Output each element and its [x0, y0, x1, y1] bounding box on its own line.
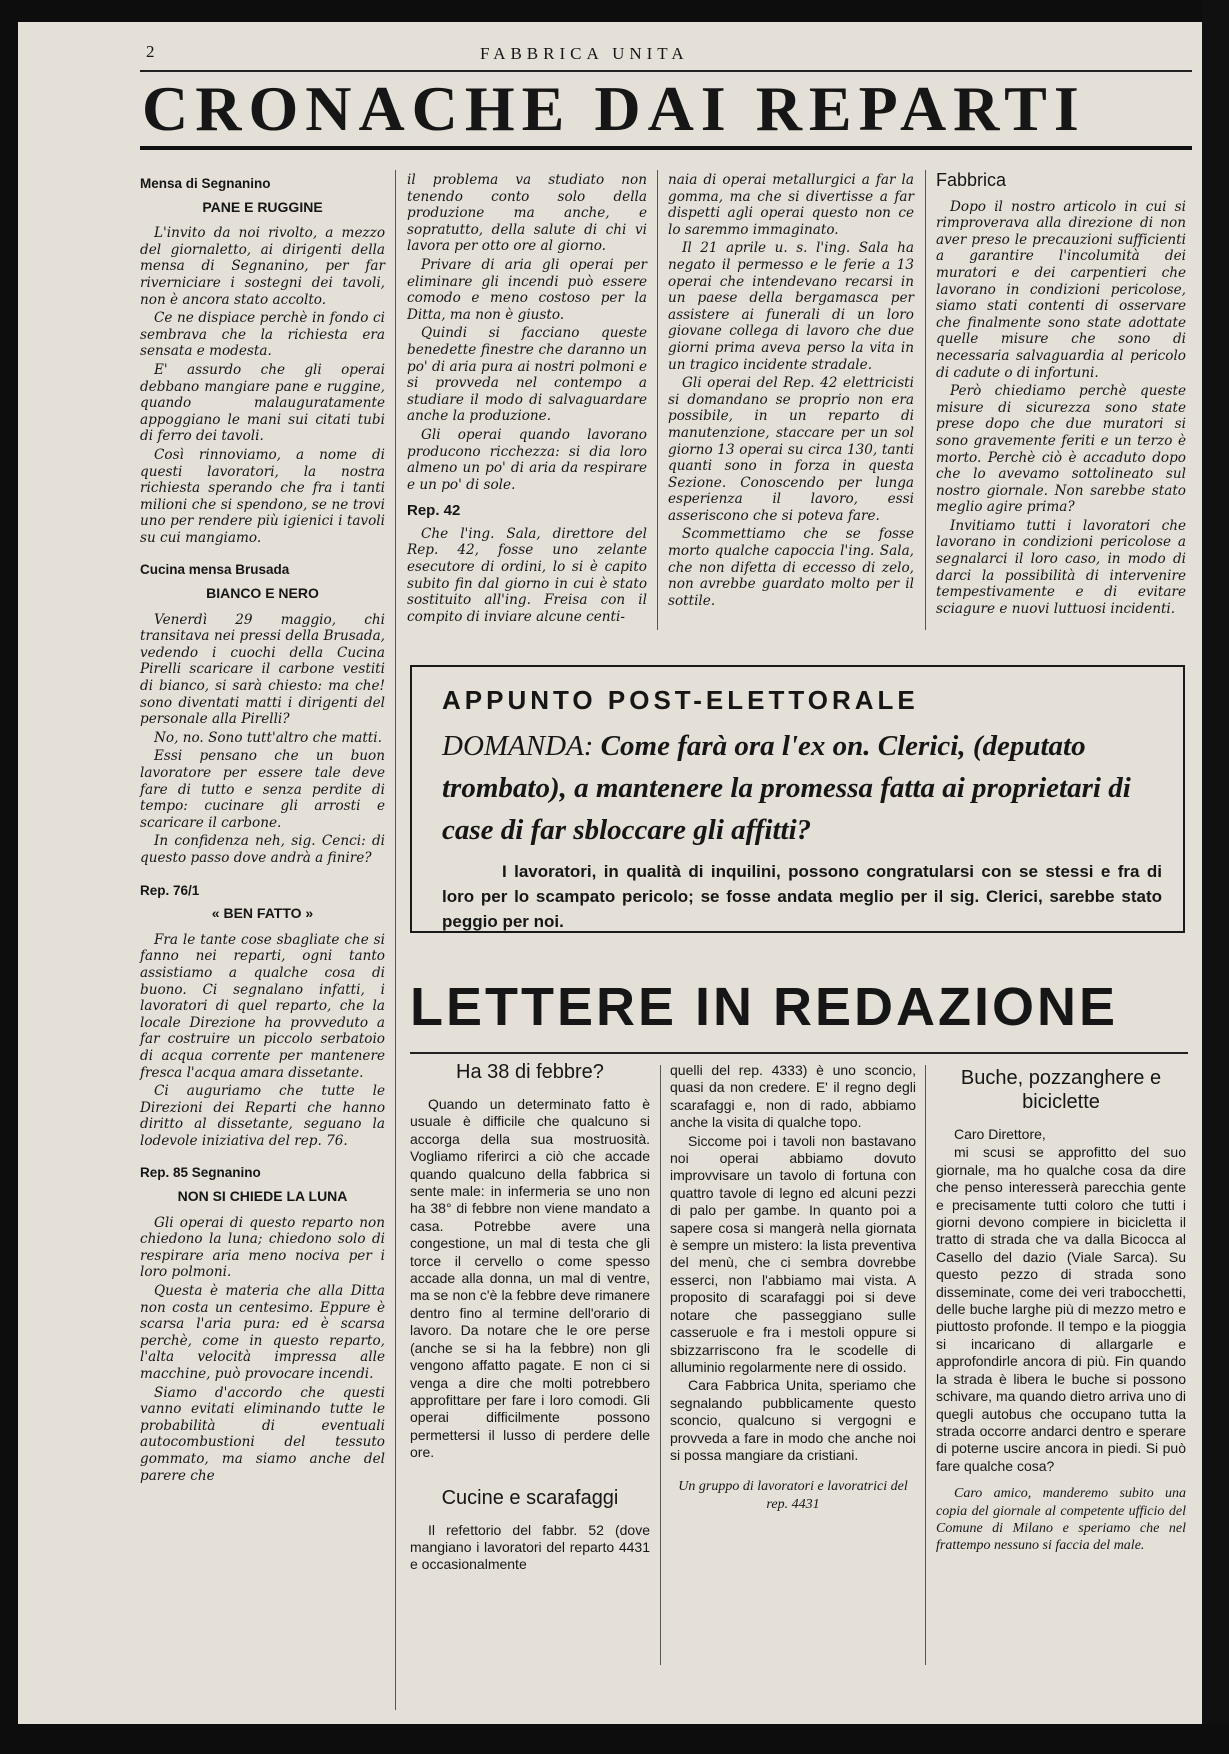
- letter-title: Cucine e scarafaggi: [441, 1486, 619, 1509]
- column-divider: [660, 1065, 661, 1665]
- letter-paragraph: quelli del rep. 4333) è uno sconcio, quasi da non credere. E' il regno degli scarafaggi e, non di rado, abbiamo anche la visita di qualche topo.: [670, 1062, 916, 1131]
- letters-column-1: [410, 1060, 650, 1575]
- letters-column-2: [670, 1062, 916, 1514]
- notice-question: [442, 725, 1162, 851]
- article-paragraph: Che l'ing. Sala, direttore del Rep. 42, fosse uno zelante esecutore di ordini, lo si è capito subito fin dal giorno in cui è stato sostituito all'ing. Freisa con il compito di inviare alcune centi-: [407, 525, 647, 625]
- letter-salutation: Caro Direttore,: [954, 1126, 1046, 1142]
- article-paragraph: Ce ne dispiace perchè in fondo ci sembrava che la richiesta era sensata e modesta.: [140, 310, 385, 360]
- article-title: NON SI CHIEDE LA LUNA: [177, 1188, 348, 1205]
- question-text: Come farà ora l'ex on. Clerici, (deputato trombato), a mantenere la promessa fatta ai proprietari di case di far sbloccare gli affitti?: [442, 730, 1131, 846]
- column-4: [936, 172, 1186, 619]
- article-paragraph: Ci auguriamo che tutte le Direzioni dei Reparti che hanno diritto al dissetante, seguano la lodevole iniziativa del rep. 76.: [140, 1083, 385, 1149]
- article-section-label: Rep. 76/1: [140, 882, 200, 898]
- article-paragraph: Però chiediamo perchè queste misure di sicurezza sono state prese dopo che due muratori si sono gravemente feriti e un terzo è morto. Perchè ciò è accaduto dopo che lo avevamo sottolineato sul nostro giornale. Non sarebbe stato meglio agire prima?: [936, 383, 1186, 516]
- article-paragraph: Invitiamo tutti i lavoratori che lavorano in condizioni pericolose a segnalarci il loro caso, in modo di darci la possibilità di intervenire tempestivamente e di evitare sciagure e nuovi luttuosi incidenti.: [936, 517, 1186, 617]
- letter-paragraph: mi scusi se approfitto del suo giornale, ma ho qualche cosa da dire che penso interesserà parecchia gente e precisamente tutti coloro che tutti i giorni devono compiere in bicicletta il tratto di strada che va dalla Bicocca al Casello del dazio (Viale Sarca). Su questo pezzo di strada sono disseminate, come dei veri trabocchetti, delle buche larghe più di mezzo metro e piuttosto profonde. Il tempo e la pioggia si incaricano di allargarle e approfondirle ancora di più. Fin quando la strada è libera le buche si possono schivare, ma quando dietro arriva uno di quegli autobus che occupano tutta la strada occorre andarci dentro e sperare di poterne uscire ancora in piedi. Si può fare qualche cosa?: [936, 1144, 1186, 1474]
- article-title: « BEN FATTO »: [211, 905, 314, 922]
- article-title: BIANCO E NERO: [206, 585, 319, 602]
- letter-signature: Un gruppo di lavoratori e lavoratrici del rep. 4431: [678, 1479, 908, 1512]
- column-divider: [925, 1065, 926, 1665]
- notice-answer: [442, 859, 1162, 934]
- article-paragraph: L'invito da noi rivolto, a mezzo del giornaletto, ai dirigenti della mensa di Segnanino, per far riverniciare i sostegni dei tavoli, non è ancora stato accolto.: [140, 225, 385, 308]
- column-divider: [395, 170, 396, 1710]
- article-paragraph: In confidenza neh, sig. Cenci: di questo passo dove andrà a finire?: [140, 833, 385, 866]
- notice-title: APPUNTO POST-ELETTORALE: [442, 685, 919, 715]
- scan-border-right: [1202, 0, 1229, 1754]
- notice-box: [410, 665, 1185, 933]
- article-paragraph: Scommettiamo che se fosse morto qualche capoccia l'ing. Sala, che non difetta di eccesso di zelo, non avrebbe guardato molto per il sottile.: [668, 526, 914, 609]
- letters-title: LETTERE IN REDAZIONE: [410, 977, 1119, 1037]
- article-paragraph: Gli operai di questo reparto non chiedono la luna; chiedono solo di respirare aria meno nociva per i loro polmoni.: [140, 1214, 385, 1281]
- scan-border-top: [0, 0, 1229, 22]
- article-paragraph: Venerdì 29 maggio, chi transitava nei pressi della Brusada, vedendo i cuochi della Cucina Pirelli scaricare il carbone vestiti di bianco, si sarà chiesto: ma che! sono diventati matti i dirigenti del personale alla Pirelli?: [140, 611, 385, 728]
- article-paragraph: Gli operai del Rep. 42 elettricisti si domandano se proprio non era possibile, in un reparto di manutenzione, staccare per un sol giorno 13 operai su circa 130, tanti quanti sono in forza in questa Sezione. Conoscendo per lunga esperienza il lavoro, essi asseriscono che si poteva fare.: [668, 375, 914, 524]
- letter-paragraph: Cara Fabbrica Unita, speriamo che segnalando pubblicamente questo sconcio, qualcuno si vergogni e provveda a fare in modo che anche noi si possa mangiare da cristiani.: [670, 1377, 916, 1463]
- letter-paragraph: Siccome poi i tavoli non bastavano noi operai abbiamo dovuto improvvisare un tavolo di fortuna con quattro tavole di legno ed alcuni pezzi di palo per gambe. In quanto poi a sapere cosa si mangerà nella giornata è sempre un mistero: la lista preventiva del menù, che ci sembra dovrebbe esserci, non l'abbiamo mai vista. A proposito di scarafaggi poi si deve notare che passeggiano sulle casseruole e fra i mestoli oppure si sbizzarriscono fra le scodelle di alluminio regolarmente nere di ossido.: [670, 1132, 916, 1375]
- newspaper-page: [140, 30, 1195, 1720]
- article-paragraph: naia di operai metallurgici a far la gomma, ma che si divertisse a far dispetti agli operai questo non ce lo saremmo immaginato.: [668, 172, 914, 238]
- article-section-label: Rep. 42: [407, 502, 461, 520]
- letter-title: Buche, pozzanghere e biciclette: [960, 1067, 1162, 1113]
- letters-column-3: [936, 1066, 1186, 1556]
- letter-title: Ha 38 di febbre?: [456, 1061, 604, 1083]
- answer-text: I lavoratori, in qualità di inquilini, possono congratularsi con se stessi e fra di loro per lo scampato pericolo; se fosse andata meglio per il sig. Clerici, sarebbe stato peggio per noi.: [442, 862, 1162, 931]
- article-paragraph: Così rinnoviamo, a nome di questi lavoratori, la nostra richiesta sperando che fra i tanti milioni che si spendono, se ne trovi uno per rendere più igienici i tavoli su cui mangiamo.: [140, 446, 385, 546]
- article-section-label: Rep. 85 Segnanino: [140, 1165, 261, 1181]
- banner-rule: [140, 146, 1192, 150]
- column-1: [140, 172, 385, 1486]
- scan-border-left: [0, 0, 18, 1754]
- letters-rule: [410, 1052, 1188, 1054]
- article-paragraph: Il 21 aprile u. s. l'ing. Sala ha negato il permesso e le ferie a 13 operai che intendevano recarsi in un paese della bergamasca per assistere ai funerali di un loro giovane collega di lavoro che due giorni prima aveva perso la vita in un tragico incidente stradale.: [668, 240, 914, 373]
- article-paragraph: Fra le tante cose sbagliate che si fanno nei reparti, ogni tanto assistiamo a qualche cosa di buono. Ci segnalano infatti, i lavoratori di quel reparto, che la locale Direzione ha provveduto a far costruire un piccolo serbatoio di acqua corrente per mantenere fresca l'acqua amara dissetante.: [140, 931, 385, 1081]
- column-divider: [657, 170, 658, 630]
- letter-paragraph: Quando un determinato fatto è usuale è difficile che qualcuno si accorga della sua mostruosità. Vogliamo riferirci a ciò che accade quando qualcuno della fabbrica si sente male: in infermeria se uno non ha 38° di febbre non viene mandato a casa. Potrebbe avere una congestione, un mal di testa che gli torce il cervello o come spesso accade alla donna, un mal di ventre, ma se non c'è la febbre deve rimanere dentro fino al termine dell'orario di lavoro. Da notare che le ore perse (anche se si ha la febbre) non gli vengono affatto pagate. E non ci si venga a dire che molti potrebbero approfittare per fare i loro comodi. Gli operai difficilmente possono permettersi il lusso di perdere delle ore.: [410, 1096, 650, 1461]
- article-paragraph: Gli operai quando lavorano producono ricchezza: si dia loro almeno un po' di aria da respirare e un po' di sole.: [407, 426, 647, 493]
- article-paragraph: Quindi si facciano queste benedette finestre che daranno un po' di aria pura ai nostri polmoni e si provveda nel contempo a studiare il modo di salvaguardare anche la produzione.: [407, 325, 647, 425]
- article-section-label: Mensa di Segnanino: [140, 176, 271, 191]
- question-label: DOMANDA:: [442, 730, 594, 762]
- column-3: [668, 172, 914, 611]
- article-paragraph: Dopo il nostro articolo in cui si rimproverava alla direzione di non aver preso le precauzioni sufficienti a garantire l'incolumità dei muratori e dei carpentieri che lavorano in condizioni pericolose, siamo stati contenti di osservare che finalmente sono state adottate quelle misure che sono di necessaria salvaguardia al pericolo di cadute o di infortuni.: [936, 198, 1186, 381]
- article-paragraph: Siamo d'accordo che questi vanno evitati eliminando tutte le probabilità di eventuali autocombustioni del tessuto gommato, ma siamo anche del parere che: [140, 1384, 385, 1484]
- article-title: PANE E RUGGINE: [202, 198, 323, 215]
- letter-paragraph: Il refettorio del fabbr. 52 (dove mangiano i lavoratori del reparto 4431 e occasionalmente: [410, 1521, 650, 1573]
- editor-reply: Caro amico, manderemo subito una copia del giornale al competente ufficio del Comune di Milano e speriamo che nel frattempo nessuno si faccia del male.: [936, 1486, 1186, 1554]
- article-paragraph: Essi pensano che un buon lavoratore per essere tale deve fare di tutto e senza perdite di tempo: cucinare gli arrosti e scaricare il carbone.: [140, 748, 385, 831]
- page-number: 2: [146, 42, 155, 61]
- section-banner: CRONACHE DAI REPARTI: [142, 73, 1086, 144]
- column-2: [407, 172, 647, 627]
- article-paragraph: Questa è materia che alla Ditta non costa un centesimo. Eppure è scarsa l'aria pura: ed è scarsa perchè, come in questo reparto, l'alta velocità impressa alle macchine, può provocare incendi.: [140, 1283, 385, 1382]
- article-section-label: Fabbrica: [936, 170, 1007, 190]
- article-paragraph: E' assurdo che gli operai debbano mangiare pane e ruggine, quando malauguratamente appoggiano le mani sui citati tubi di ferro dei tavoli.: [140, 361, 385, 445]
- article-paragraph: Privare di aria gli operai per eliminare gli incendi può essere comodo e meno costoso per la Ditta, ma non è giusto.: [407, 256, 647, 323]
- masthead: FABBRICA UNITA: [480, 44, 689, 63]
- article-paragraph: No, no. Sono tutt'altro che matti.: [154, 729, 382, 746]
- article-paragraph: il problema va studiato non tenendo conto solo della produzione ma anche, e sopratutto, della salute di chi vi lavora per otto ore al giorno.: [407, 172, 647, 255]
- column-divider: [925, 170, 926, 630]
- scan-border-bottom: [0, 1724, 1229, 1754]
- article-section-label: Cucina mensa Brusada: [140, 562, 290, 578]
